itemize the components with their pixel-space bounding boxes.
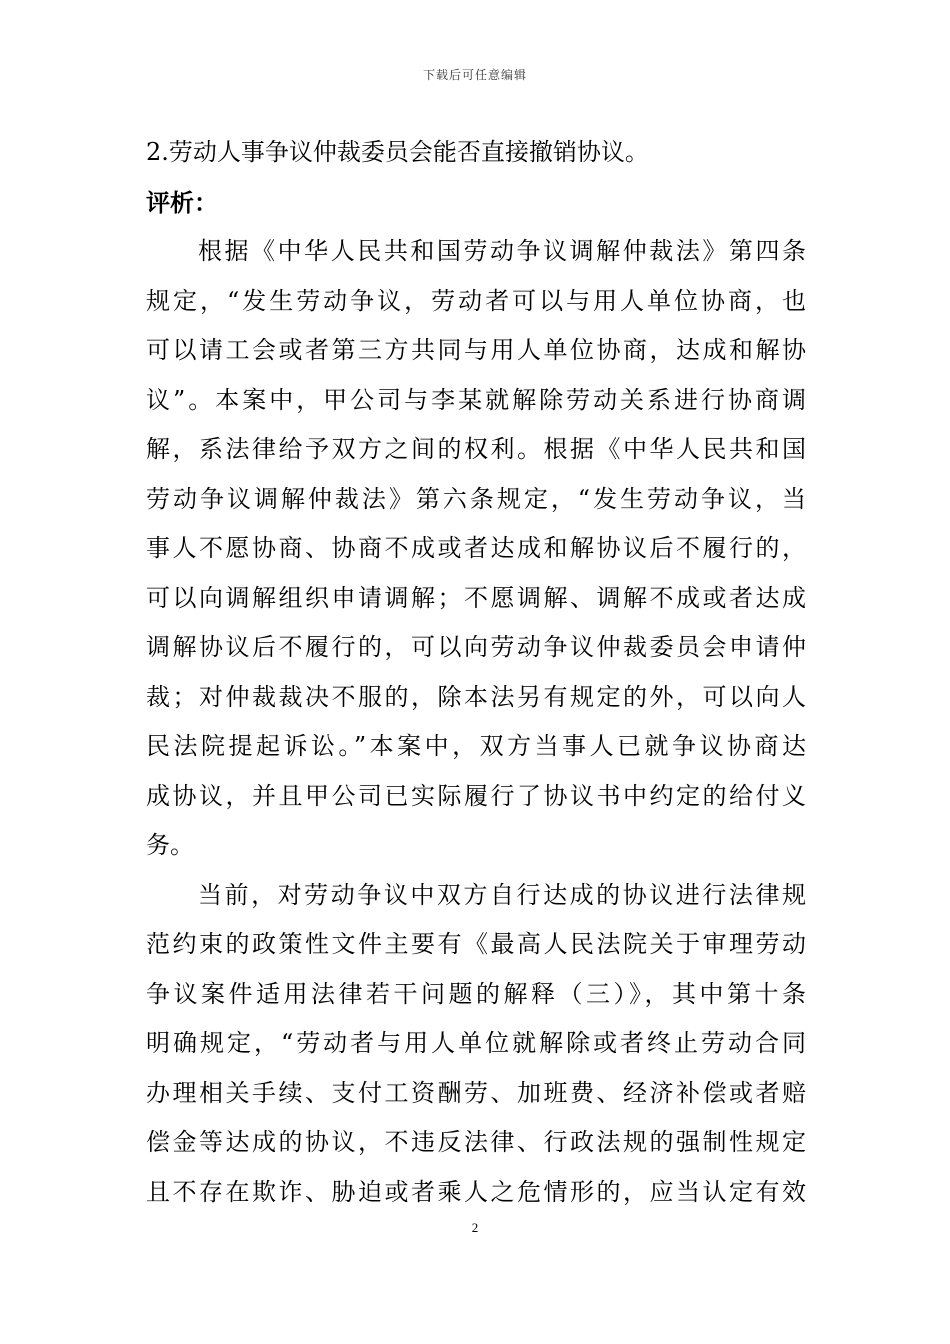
paragraph-line: 偿金等达成的协议，不违反法律、行政法规的强制性规定: [146, 1128, 806, 1156]
header-note: 下载后可任意编辑: [422, 68, 527, 82]
analysis-heading: 评析：: [146, 187, 218, 217]
paragraph-line: 民法院提起诉讼。”本案中，双方当事人已就争议协商达: [146, 732, 806, 760]
paragraph-line: 可以向调解组织申请调解；不愿调解、调解不成或者达成: [146, 583, 806, 612]
paragraph-1: [146, 227, 806, 871]
paragraph-line: 范约束的政策性文件主要有《最高人民法院关于审理劳动: [146, 930, 806, 958]
paragraph-line: 可以请工会或者第三方共同与用人单位协商，达成和解协: [146, 336, 806, 364]
paragraph-line: 裁；对仲裁裁决不服的，除本法另有规定的外，可以向人: [146, 682, 806, 711]
paragraph-line: 办理相关手续、支付工资酬劳、加班费、经济补偿或者赔: [146, 1078, 806, 1107]
paragraph-line: 事人不愿协商、协商不成或者达成和解协议后不履行的，: [146, 534, 806, 562]
paragraph-line: 成协议，并且甲公司已实际履行了协议书中约定的给付义: [146, 781, 806, 810]
paragraph-line: 务。: [146, 831, 194, 859]
paragraph-line: 劳动争议调解仲裁法》第六条规定，“发生劳动争议，当: [146, 484, 806, 513]
paragraph-line: 当前，对劳动争议中双方自行达成的协议进行法律规: [198, 880, 806, 909]
page-number: 2: [471, 1220, 479, 1235]
paragraph-line: 明确规定，“劳动者与用人单位就解除或者终止劳动合同: [146, 1029, 806, 1057]
paragraph-line: 根据《中华人民共和国劳动争议调解仲裁法》第四条: [198, 237, 806, 265]
document-body: [146, 128, 806, 1217]
paragraph-line: 议”。本案中，甲公司与李某就解除劳动关系进行协商调: [146, 385, 806, 414]
paragraph-line: 且不存在欺诈、胁迫或者乘人之危情形的，应当认定有效: [146, 1177, 806, 1206]
paragraph-line: 争议案件适用法律若干问题的解释（三）》，其中第十条: [146, 979, 806, 1008]
paragraph-2: [146, 871, 806, 1218]
question-line: 2.劳动人事争议仲裁委员会能否直接撤销协议。: [146, 138, 649, 166]
paragraph-line: 调解协议后不履行的，可以向劳动争议仲裁委员会申请仲: [146, 633, 806, 661]
paragraph-line: 解，系法律给予双方之间的权利。根据《中华人民共和国: [146, 435, 806, 463]
paragraph-line: 规定，“发生劳动争议，劳动者可以与用人单位协商，也: [146, 286, 806, 315]
